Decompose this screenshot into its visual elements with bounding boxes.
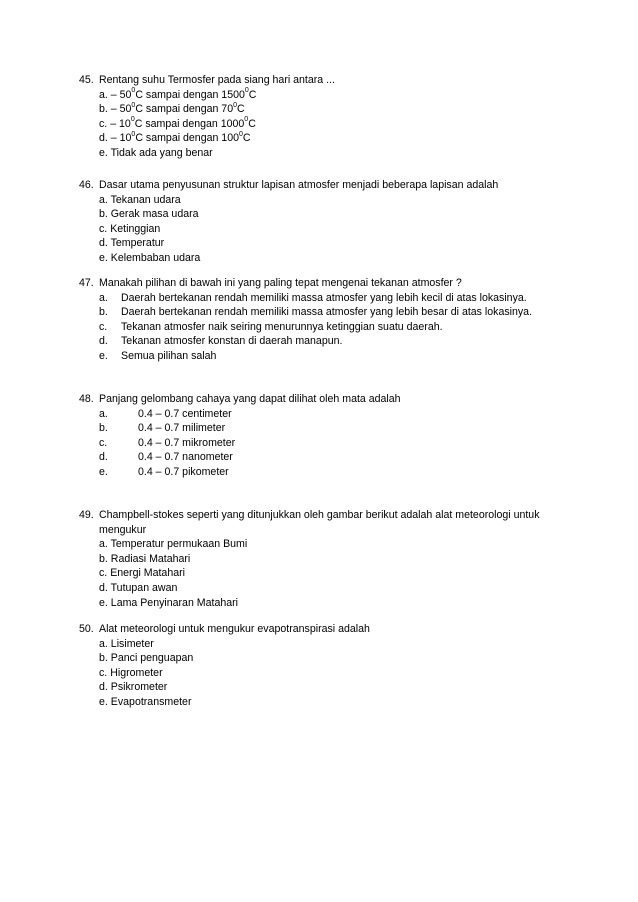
question-number: 47. bbox=[79, 277, 94, 289]
question-number: 49. bbox=[79, 509, 94, 521]
option-c: c. 0.4 – 0.7 mikrometer bbox=[99, 436, 236, 449]
option-d: d. 0.4 – 0.7 nanometer bbox=[99, 451, 233, 464]
question-text: Dasar utama penyusunan struktur lapisan atmosfer menjadi beberapa lapisan adalah bbox=[99, 179, 499, 191]
option-e: e. Lama Penyinaran Matahari bbox=[99, 596, 238, 609]
question-text: Panjang gelombang cahaya yang dapat dilihat oleh mata adalah bbox=[99, 393, 401, 405]
option-a: a. Temperatur permukaan Bumi bbox=[99, 538, 248, 551]
options-list bbox=[99, 537, 559, 610]
option-c: c. – $10^0C$ sampai dengan 1000$^0$C bbox=[99, 116, 256, 130]
options-list bbox=[99, 637, 559, 710]
question-45 bbox=[79, 73, 559, 161]
option-a: a. 0.4 – 0.7 centimeter bbox=[99, 407, 232, 420]
question-number: 50. bbox=[79, 623, 94, 635]
question-number: 46. bbox=[79, 179, 94, 191]
question-50 bbox=[79, 622, 559, 710]
option-b: b. – $50^0C$ sampai dengan $70^0C$ bbox=[99, 101, 245, 116]
option-b: b. Daerah bertekanan rendah memiliki massa atmosfer yang lebih besar di atas lokasinya. bbox=[99, 306, 533, 319]
option-c: c. Energi Matahari bbox=[99, 567, 185, 580]
option-b: b. Gerak masa udara bbox=[99, 208, 199, 221]
option-d: d. – $10^0C$ sampai dengan $100^0C$ bbox=[99, 130, 251, 145]
option-b: b. 0.4 – 0.7 milimeter bbox=[99, 422, 226, 435]
option-b: b. Radiasi Matahari bbox=[99, 552, 191, 565]
option-b: b. Panci penguapan bbox=[99, 652, 194, 665]
option-e: e. Kelembaban udara bbox=[99, 251, 201, 264]
option-c: c. Tekanan atmosfer naik seiring menurunnya ketinggian suatu daerah. bbox=[99, 320, 443, 333]
options-list bbox=[99, 88, 559, 161]
question-text: Manakah pilihan di bawah ini yang paling tepat mengenai tekanan atmosfer ? bbox=[99, 277, 462, 289]
options-list bbox=[99, 291, 559, 364]
option-d: d. Psikrometer bbox=[99, 681, 168, 694]
option-c: c. Higrometer bbox=[99, 666, 163, 679]
option-d: d. Temperatur bbox=[99, 237, 165, 250]
question-49 bbox=[79, 508, 559, 610]
options-list bbox=[99, 407, 559, 480]
option-d: d. Tekanan atmosfer konstan di daerah manapun. bbox=[99, 335, 343, 348]
option-a: a. Lisimeter bbox=[99, 637, 154, 650]
option-e: e. Evapotransmeter bbox=[99, 695, 192, 708]
option-a: a. – $50^0C$ sampai dengan 1500$^0$C bbox=[99, 87, 257, 101]
option-e: e. Semua pilihan salah bbox=[99, 349, 217, 362]
question-number: 48. bbox=[79, 393, 94, 405]
option-a: a. Tekanan udara bbox=[99, 193, 181, 206]
option-e: e. Tidak ada yang benar bbox=[99, 146, 213, 159]
question-47 bbox=[79, 276, 559, 364]
question-text: Champbell-stokes seperti yang ditunjukkan oleh gambar berikut adalah alat meteorologi untuk mengukur bbox=[99, 509, 540, 536]
question-48 bbox=[79, 392, 559, 480]
question-46 bbox=[79, 178, 559, 266]
option-c: c. Ketinggian bbox=[99, 222, 161, 235]
option-a: a. Daerah bertekanan rendah memiliki massa atmosfer yang lebih kecil di atas lokasinya. bbox=[99, 291, 527, 304]
option-e: e. 0.4 – 0.7 pikometer bbox=[99, 465, 229, 478]
options-list bbox=[99, 193, 559, 266]
question-number: 45. bbox=[79, 74, 94, 86]
question-text: Rentang suhu Termosfer pada siang hari antara ... bbox=[99, 74, 335, 86]
option-d: d. Tutupan awan bbox=[99, 581, 178, 594]
question-text: Alat meteorologi untuk mengukur evapotranspirasi adalah bbox=[99, 623, 370, 635]
